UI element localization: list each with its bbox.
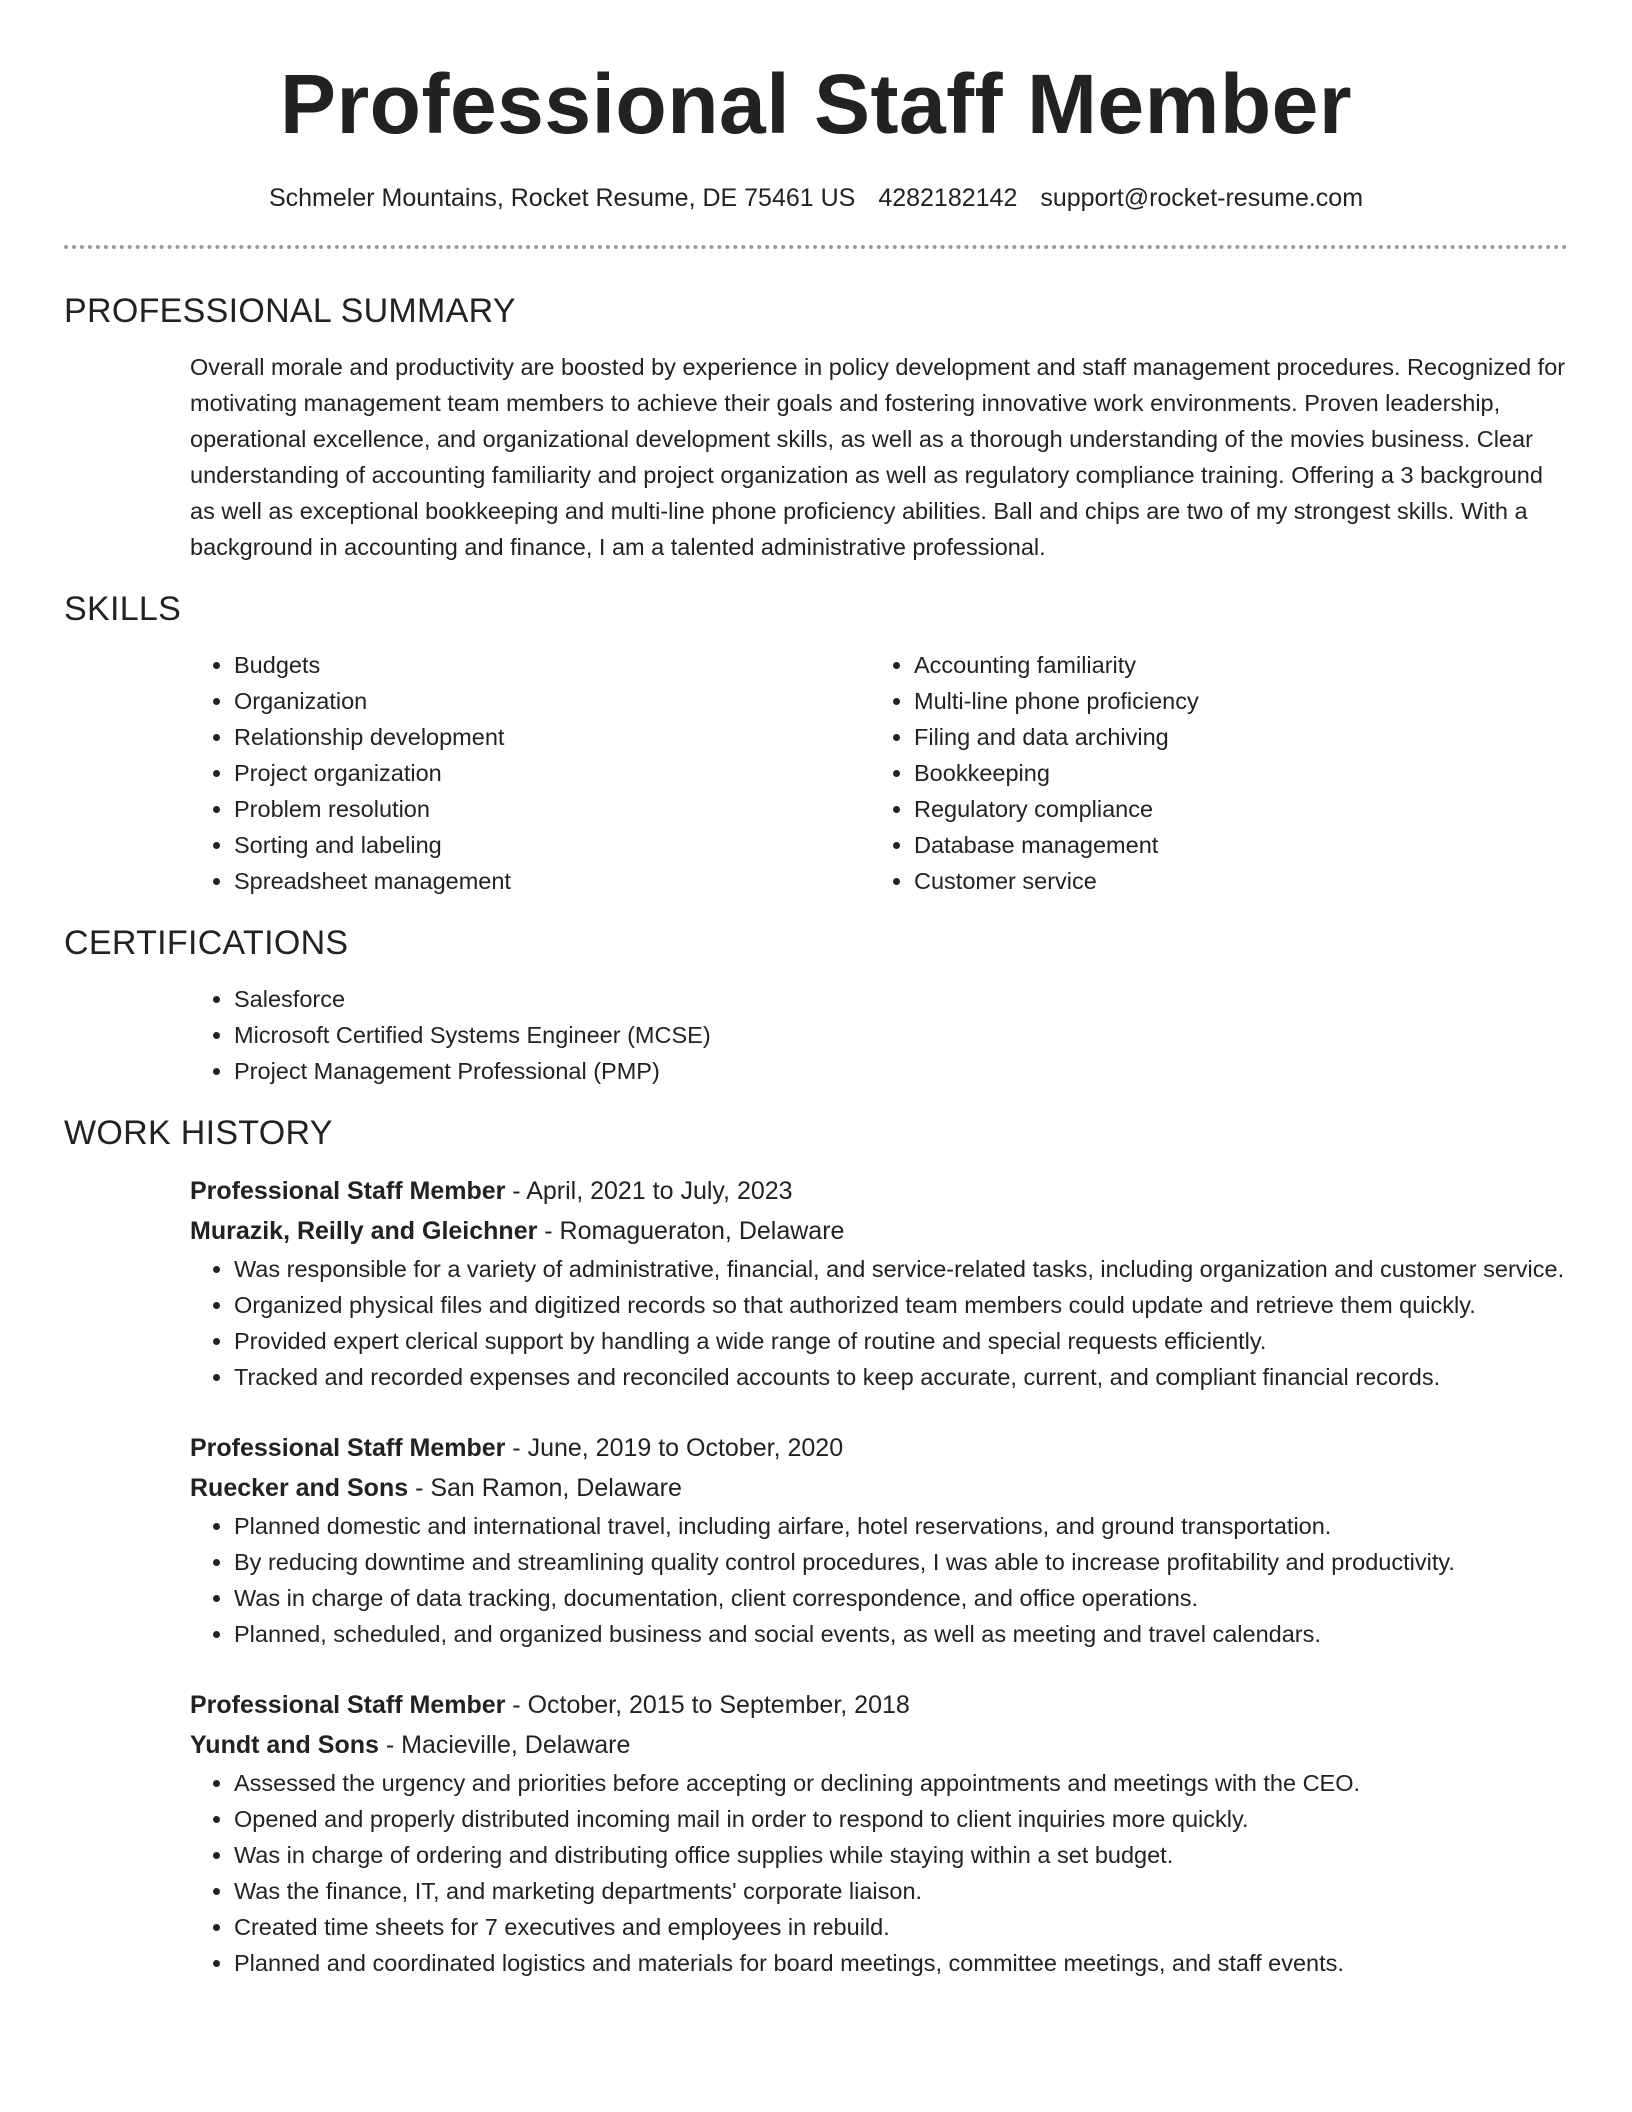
- job-company-line: [190, 1211, 1568, 1251]
- skill-item: • Budgets: [234, 647, 870, 683]
- header-divider: [64, 245, 1568, 249]
- skill-item: • Project organization: [234, 755, 870, 791]
- skill-item: • Accounting familiarity: [914, 647, 1550, 683]
- job-duty: • By reducing downtime and streamlining quality control procedures, I was able to increase profitability and productivity.: [234, 1544, 1568, 1580]
- certifications-list: [190, 981, 1568, 1089]
- section-title-summary: PROFESSIONAL SUMMARY: [64, 292, 516, 330]
- section-title-work-history: WORK HISTORY: [64, 1114, 333, 1152]
- job-duty: • Tracked and recorded expenses and reconciled accounts to keep accurate, current, and compliant financial records.: [234, 1359, 1568, 1395]
- skill-item: • Filing and data archiving: [914, 719, 1550, 755]
- job-company: Yundt and Sons: [190, 1731, 379, 1759]
- contact-address: Schmeler Mountains, Rocket Resume, DE 75461 US: [268, 184, 856, 212]
- section-title-certifications: CERTIFICATIONS: [64, 924, 349, 962]
- skills-section: [64, 587, 1568, 899]
- job-location: - Romagueraton, Delaware: [537, 1217, 845, 1245]
- job-entry: [190, 1428, 1568, 1652]
- certification-item: • Project Management Professional (PMP): [234, 1053, 1568, 1089]
- job-duty: • Provided expert clerical support by handling a wide range of routine and special requests efficiently.: [234, 1323, 1568, 1359]
- job-dates: - October, 2015 to September, 2018: [505, 1691, 910, 1719]
- job-duty: • Was responsible for a variety of administrative, financial, and service-related tasks, including organization and customer service.: [234, 1251, 1568, 1287]
- job-role-line: [190, 1428, 1568, 1468]
- contact-email: support@rocket-resume.com: [1040, 184, 1364, 212]
- certification-item: • Microsoft Certified Systems Engineer (MCSE): [234, 1017, 1568, 1053]
- job-location: - San Ramon, Delaware: [408, 1474, 682, 1502]
- job-entry: [190, 1685, 1568, 1981]
- job-duty: • Created time sheets for 7 executives and employees in rebuild.: [234, 1909, 1568, 1945]
- skill-item: • Spreadsheet management: [234, 863, 870, 899]
- job-duty: • Assessed the urgency and priorities before accepting or declining appointments and meetings with the CEO.: [234, 1765, 1568, 1801]
- contact-line: [64, 180, 1568, 216]
- job-dates: - April, 2021 to July, 2023: [505, 1177, 793, 1205]
- job-location: - Macieville, Delaware: [378, 1731, 631, 1759]
- job-duties-list: [190, 1765, 1568, 1981]
- certification-item: • Salesforce: [234, 981, 1568, 1017]
- skill-item: • Database management: [914, 827, 1550, 863]
- job-role-line: [190, 1685, 1568, 1725]
- job-duty: • Organized physical files and digitized records so that authorized team members could update and retrieve them quickly.: [234, 1287, 1568, 1323]
- job-company-line: [190, 1468, 1568, 1508]
- job-duty: • Planned and coordinated logistics and materials for board meetings, committee meetings, and staff events.: [234, 1945, 1568, 1981]
- skill-item: • Customer service: [914, 863, 1550, 899]
- job-entry: [190, 1171, 1568, 1395]
- job-role: Professional Staff Member: [190, 1434, 506, 1462]
- certifications-section: [64, 921, 1568, 1089]
- professional-summary-section: [64, 289, 1568, 565]
- section-title-skills: SKILLS: [64, 590, 182, 628]
- contact-phone: 4282182142: [878, 184, 1018, 212]
- job-duty: • Was in charge of data tracking, documentation, client correspondence, and office operations.: [234, 1580, 1568, 1616]
- job-company: Ruecker and Sons: [190, 1474, 409, 1502]
- job-company: Murazik, Reilly and Gleichner: [190, 1217, 538, 1245]
- job-duty: • Opened and properly distributed incoming mail in order to respond to client inquiries more quickly.: [234, 1801, 1568, 1837]
- candidate-name: Professional Staff Member: [279, 57, 1353, 151]
- job-duties-list: [190, 1508, 1568, 1652]
- job-role: Professional Staff Member: [190, 1691, 506, 1719]
- job-duties-list: [190, 1251, 1568, 1395]
- skills-list-left: [190, 647, 870, 899]
- job-role: Professional Staff Member: [190, 1177, 506, 1205]
- skill-item: • Problem resolution: [234, 791, 870, 827]
- job-dates: - June, 2019 to October, 2020: [505, 1434, 844, 1462]
- job-duty: • Was in charge of ordering and distributing office supplies while staying within a set budget.: [234, 1837, 1568, 1873]
- skill-item: • Sorting and labeling: [234, 827, 870, 863]
- job-duty: • Planned, scheduled, and organized business and social events, as well as meeting and travel calendars.: [234, 1616, 1568, 1652]
- job-duty: • Planned domestic and international travel, including airfare, hotel reservations, and ground transportation.: [234, 1508, 1568, 1544]
- summary-text: Overall morale and productivity are boosted by experience in policy development and staff management procedures. Recognized for motivating management team members to achieve their goals and fostering innovative work environments. Proven leadership, operational excellence, and organizational development skills, as well as a thorough understanding of the movies business. Clear understanding of accounting familiarity and project organization as well as regulatory compliance training. Offering a 3 background as well as exceptional bookkeeping and multi-line phone proficiency abilities. Ball and chips are two of my strongest skills. With a background in accounting and finance, I am a talented administrative professional.: [190, 354, 1566, 560]
- skill-item: • Multi-line phone proficiency: [914, 683, 1550, 719]
- job-role-line: [190, 1171, 1568, 1211]
- skills-list-right: [870, 647, 1550, 899]
- job-duty: • Was the finance, IT, and marketing departments' corporate liaison.: [234, 1873, 1568, 1909]
- skill-item: • Organization: [234, 683, 870, 719]
- resume-page: [64, 0, 1568, 1981]
- skill-item: • Bookkeeping: [914, 755, 1550, 791]
- work-history-section: [64, 1111, 1568, 1981]
- job-company-line: [190, 1725, 1568, 1765]
- skill-item: • Relationship development: [234, 719, 870, 755]
- skill-item: • Regulatory compliance: [914, 791, 1550, 827]
